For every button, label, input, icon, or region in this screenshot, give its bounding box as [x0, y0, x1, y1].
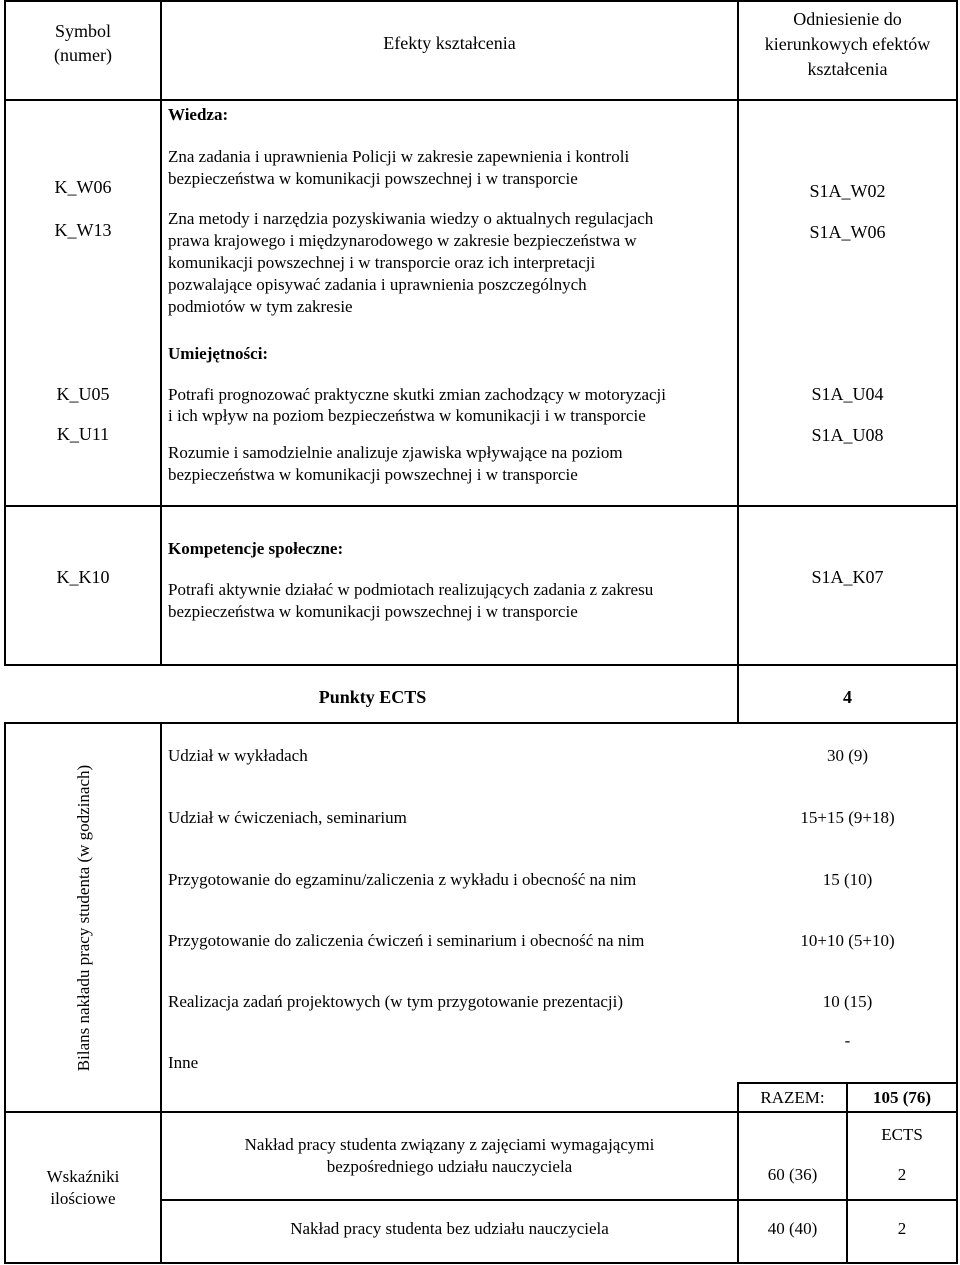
- col-divider-1: [160, 0, 162, 666]
- competences-ref: S1A_K07: [811, 567, 884, 587]
- skills-item-2-line-1: Rozumie i samodzielnie analizuje zjawiska wpływające na poziom: [168, 443, 623, 462]
- workload-total-value: 105 (76): [872, 1088, 932, 1107]
- workload-total-label: RAZEM:: [760, 1088, 825, 1107]
- workload-row-5-label: Realizacja zadań projektowych (w tym przygotowanie prezentacji): [168, 992, 624, 1011]
- knowledge-ref-1: S1A_W02: [809, 181, 886, 201]
- knowledge-code-2: K_W13: [54, 220, 112, 240]
- knowledge-item-2-line-5: podmiotów w tym zakresie: [168, 297, 353, 316]
- divider-competences: [4, 505, 958, 507]
- skills-code-1: K_U05: [56, 384, 110, 404]
- workload-row-5-value: 10 (15): [822, 992, 873, 1011]
- skills-item-1-line-1: Potrafi prognozować praktyczne skutki zmian zachodzący w motoryzacji: [168, 385, 666, 404]
- knowledge-item-2-line-3: komunikacji powszechnej i w transporcie oraz ich interpretacji: [168, 253, 596, 272]
- indicators-ects-header: ECTS: [881, 1125, 923, 1144]
- indicators-row-1-hours: 60 (36): [767, 1165, 818, 1184]
- knowledge-item-1-line-2: bezpieczeństwa w komunikacji powszechnej i w transporcie: [168, 169, 578, 188]
- indicators-side-label: Wskaźniki ilościowe: [46, 1167, 120, 1208]
- skills-item-2-line-2: bezpieczeństwa w komunikacji powszechnej i w transporcie: [168, 465, 578, 484]
- header-symbol: Symbol (numer): [54, 21, 112, 65]
- workload-row-3-label: Przygotowanie do egzaminu/zaliczenia z wykładu i obecność na nim: [168, 870, 637, 889]
- knowledge-item-2-line-1: Zna metody i narzędzia pozyskiwania wiedzy o aktualnych regulacjach: [168, 209, 654, 228]
- workload-row-4-value: 10+10 (5+10): [800, 931, 895, 950]
- competences-item-line-2: bezpieczeństwa w komunikacji powszechnej i w transporcie: [168, 602, 578, 621]
- workload-row-1-label: Udział w wykładach: [168, 746, 308, 765]
- divider-indicators: [4, 1111, 958, 1113]
- border-bottom: [4, 1262, 958, 1264]
- competences-code: K_K10: [56, 567, 110, 587]
- skills-code-2: K_U11: [56, 424, 110, 444]
- skills-heading: Umiejętności:: [168, 344, 269, 363]
- competences-item-line-1: Potrafi aktywnie działać w podmiotach realizujących zadania z zakresu: [168, 580, 654, 599]
- knowledge-code-1: K_W06: [54, 177, 112, 197]
- indicators-row-1-ects: 2: [897, 1165, 907, 1184]
- workload-row-2-label: Udział w ćwiczeniach, seminarium: [168, 808, 407, 827]
- workload-row-4-label: Przygotowanie do zaliczenia ćwiczeń i seminarium i obecność na nim: [168, 931, 645, 950]
- competences-heading: Kompetencje społeczne:: [168, 539, 344, 558]
- ects-label: Punkty ECTS: [318, 687, 427, 707]
- divider-workload: [4, 722, 958, 724]
- indicators-row-1-label: Nakład pracy studenta związany z zajęciami wymagającymi bezpośredniego udziału nauczyciela: [244, 1135, 655, 1176]
- ects-value: 4: [843, 687, 852, 707]
- workload-side-label: Bilans nakładu pracy studenta (w godzinach): [74, 764, 93, 1072]
- header-effects: Efekty kształcenia: [383, 33, 516, 53]
- knowledge-item-1-line-1: Zna zadania i uprawnienia Policji w zakresie zapewnienia i kontroli: [168, 147, 630, 166]
- skills-item-1-line-2: i ich wpływ na poziom bezpieczeństwa w komunikacji i w transporcie: [168, 406, 646, 425]
- skills-ref-2: S1A_U08: [811, 425, 884, 445]
- knowledge-item-2-line-4: pozwalające opisywać zadania i uprawnienia poszczególnych: [168, 275, 587, 294]
- border-left: [4, 0, 6, 664]
- indicators-row-2-ects: 2: [897, 1219, 907, 1238]
- header-reference: Odniesienie do kierunkowych efektów kształcenia: [764, 9, 931, 79]
- knowledge-item-2-line-2: prawa krajowego i międzynarodowego w zakresie bezpieczeństwa w: [168, 231, 637, 250]
- knowledge-heading: Wiedza:: [168, 105, 229, 124]
- workload-row-6-value: -: [844, 1031, 851, 1050]
- divider-header: [4, 99, 958, 101]
- indicators-row-2-label: Nakład pracy studenta bez udziału nauczyciela: [290, 1219, 609, 1238]
- knowledge-ref-2: S1A_W06: [809, 222, 886, 242]
- workload-row-6-label: Inne: [168, 1053, 199, 1072]
- border-top: [4, 0, 958, 2]
- workload-row-3-value: 15 (10): [822, 870, 873, 889]
- indicators-row-2-hours: 40 (40): [767, 1219, 818, 1238]
- col-divider-1-lower: [160, 722, 162, 1264]
- divider-indicator-rows: [160, 1199, 958, 1201]
- workload-row-1-value: 30 (9): [826, 746, 869, 765]
- skills-ref-1: S1A_U04: [811, 384, 884, 404]
- divider-ects: [4, 664, 958, 666]
- workload-row-2-value: 15+15 (9+18): [800, 808, 895, 827]
- border-right: [956, 0, 958, 1264]
